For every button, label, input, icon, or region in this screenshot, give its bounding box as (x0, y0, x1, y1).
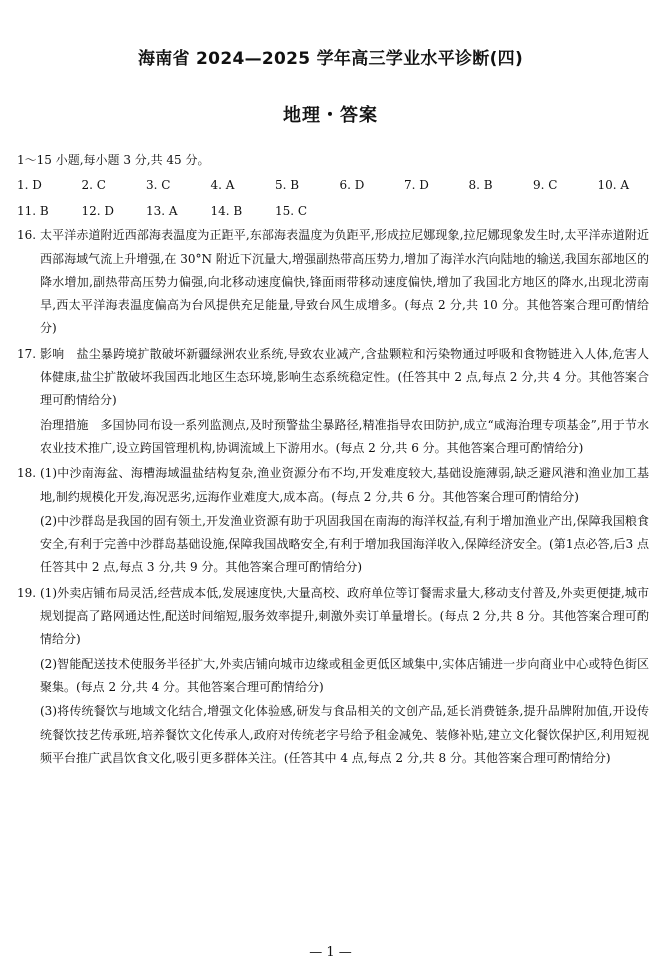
answer-item: 14. B (210, 204, 243, 219)
answer-item: 4. A (210, 178, 235, 193)
page-number: — 1 — (309, 945, 352, 960)
answer-content (17, 149, 649, 770)
question-17-impact: 影响 盐尘暴跨境扩散破坏新疆绿洲农业系统,导致农业减产,含盐颗粒和污染物通过呼吸和食物链进入人体,危害人体健康,盐尘扩散破坏我国西北地区生态环境,影响生态系统稳定性。(任答其中 2 点,每点 2 分,共 4 分。其他答案合理可酌情给分) (40, 346, 649, 408)
question-17 (17, 343, 649, 460)
document-title: 海南省 2024—2025 学年高三学业水平诊断(四) (137, 49, 524, 69)
question-19 (17, 582, 649, 770)
answer-item: 12. D (81, 204, 115, 219)
answer-item: 10. A (597, 178, 630, 193)
question-18-part-2: (2)中沙群岛是我国的固有领土,开发渔业资源有助于巩固我国在南海的海洋权益,有利于增加渔业产出,保障我国粮食安全,有利于完善中沙群岛基础设施,保障我国战略安全,有利于增加我国海洋收入,保障经济安全。(第1点必答,后3 点任答其中 2 点,每点 3 分,共 9 分。其他答案合理可酌情给分) (40, 513, 649, 575)
question-19-part-2: (2)智能配送技术使服务半径扩大,外卖店铺向城市边缘或租金更低区域集中,实体店铺进一步向商业中心或特色街区聚集。(每点 2 分,共 4 分。其他答案合理可酌情给分) (40, 656, 649, 694)
document-subtitle: 地理・答案 (283, 105, 378, 126)
answer-item: 7. D (404, 178, 429, 193)
answer-item: 15. C (275, 204, 308, 219)
question-18 (17, 462, 649, 579)
answer-item: 13. A (146, 204, 178, 219)
question-19-part-1: (1)外卖店铺布局灵活,经营成本低,发展速度快,大量高校、政府单位等订餐需求量大,移动支付普及,外卖更便捷,城市规划提高了路网通达性,配送时间缩短,服务效率提升,刺激外卖订单量增长。(每点 2 分,共 8 分。其他答案合理可酌情给分) (40, 585, 649, 647)
question-number: 19. (17, 585, 37, 600)
choice-answers-row-2 (17, 198, 649, 224)
question-16 (17, 224, 649, 340)
choice-answers-row-1 (17, 172, 649, 198)
question-number: 18. (17, 466, 37, 481)
answer-item: 5. B (275, 178, 300, 193)
question-17-measures: 治理措施 多国协同布设一系列监测点,及时预警盐尘暴路径,精准指导农田防护,成立“咸海治理专项基金”,用于节水农业技术推广,设立跨国管理机构,协调流域上下游用水。(每点 2 分,共 6 分。其他答案合理可酌情给分) (40, 417, 649, 455)
answer-item: 9. C (533, 178, 558, 193)
question-16-answer: 太平洋赤道附近西部海表温度为正距平,东部海表温度为负距平,形成拉尼娜现象,拉尼娜现象发生时,太平洋赤道附近西部海域气流上升增强,在 30°N 附近下沉量大,增强副热带高压势力,增加了海洋水汽向陆地的输送,我国东部地区的降水增加,副热带高压势力偏强,向北移动速度偏快,锋面雨带移动速度偏快,增加了我国北方地区的降水,出现北涝南旱,西太平洋海表温度偏高为台风提供充足能量,导致台风生成增多。(每点 2 分,共 10 分。其他答案合理可酌情给分) (40, 228, 649, 336)
answer-item: 3. C (146, 178, 171, 193)
question-18-part-1: (1)中沙南海盆、海槽海域温盐结构复杂,渔业资源分布不均,开发难度较大,基础设施薄弱,缺乏避风港和渔业加工基地,制约规模化开发,海况恶劣,远海作业难度大,成本高。(每点 2 分,共 6 分。其他答案合理可酌情给分) (40, 466, 649, 504)
question-19-part-3: (3)将传统餐饮与地域文化结合,增强文化体验感,研发与食品相关的文创产品,延长消费链条,提升品牌附加值,开设传统餐饮技艺传承班,培养餐饮文化传承人,政府对传统老字号给予租金减免、装修补贴,建立文化餐饮保护区,利用短视频平台推广武昌饮食文化,吸引更多群体关注。(任答其中 4 点,每点 2 分,共 8 分。其他答案合理可酌情给分) (40, 704, 649, 765)
answer-item: 1. D (17, 178, 42, 193)
question-number: 17. (17, 346, 37, 361)
choice-intro: 1～15 小题,每小题 3 分,共 45 分。 (17, 153, 210, 167)
answer-item: 8. B (468, 178, 493, 193)
answer-item: 11. B (17, 204, 49, 219)
answer-item: 6. D (339, 178, 365, 193)
answer-item: 2. C (81, 178, 106, 193)
question-number: 16. (17, 228, 37, 243)
